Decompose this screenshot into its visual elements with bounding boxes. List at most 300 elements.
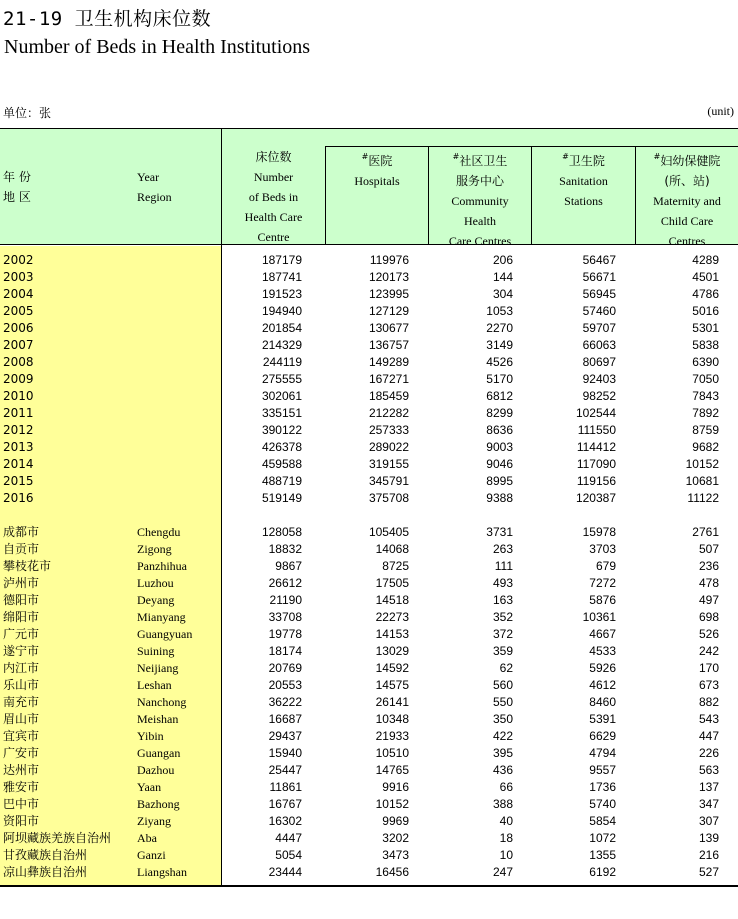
- table-cell: 26141: [375, 695, 409, 709]
- table-cell: 163: [492, 593, 513, 607]
- table-row-region: [0, 779, 738, 796]
- table-cell: 191523: [261, 287, 302, 301]
- table-cell: 6192: [589, 865, 616, 879]
- table-cell: 1736: [589, 780, 616, 794]
- table-cell: 187741: [261, 270, 302, 284]
- table-cell: 527: [698, 865, 719, 879]
- table-row-year: [0, 320, 738, 337]
- table-row-region: [0, 694, 738, 711]
- table-cell: 56671: [582, 270, 616, 284]
- table-cell: 4667: [589, 627, 616, 641]
- table-cell: 488719: [261, 474, 302, 488]
- table-cell: 9867: [275, 559, 302, 573]
- table-cell: 9916: [382, 780, 409, 794]
- table-cell: 275555: [261, 372, 302, 386]
- column-header-cn: [429, 147, 531, 171]
- table-cell: 543: [698, 712, 719, 726]
- table-cell: 8460: [589, 695, 616, 709]
- column-header-cn: [429, 171, 531, 191]
- row-label-region-cn: 广元市: [3, 627, 40, 641]
- header-year-region-en: [137, 167, 172, 207]
- table-cell: 7272: [589, 576, 616, 590]
- row-label-year: 2010: [3, 389, 34, 403]
- table-cell: 14592: [375, 661, 409, 675]
- table-cell: 247: [492, 865, 513, 879]
- column-header-cn-line: 医院: [368, 154, 393, 168]
- table-cell: 6812: [486, 389, 513, 403]
- row-label-region-en: Deyang: [137, 593, 175, 607]
- table-cell: 3703: [589, 542, 616, 556]
- table-cell: 80697: [582, 355, 616, 369]
- table-cell: 16302: [268, 814, 302, 828]
- table-cell: 3473: [382, 848, 409, 862]
- table-cell: 139: [698, 831, 719, 845]
- row-label-region-cn: 德阳市: [3, 593, 40, 607]
- column-header-en-line: Child Care: [660, 214, 714, 228]
- table-cell: 120173: [368, 270, 409, 284]
- column-header-en-line: of Beds in: [248, 190, 299, 204]
- table-row-year: [0, 490, 738, 507]
- table-cell: 289022: [368, 440, 409, 454]
- table-row-region: [0, 847, 738, 864]
- table-row-region: [0, 558, 738, 575]
- table-cell: 15940: [268, 746, 302, 760]
- table-cell: 4612: [589, 678, 616, 692]
- table-cell: 8995: [486, 474, 513, 488]
- table-row-year: [0, 354, 738, 371]
- table-cell: 560: [492, 678, 513, 692]
- row-label-year: 2003: [3, 270, 34, 284]
- row-label-region-en: Luzhou: [137, 576, 174, 590]
- table-cell: 119976: [369, 253, 409, 267]
- table-cell: 5170: [486, 372, 513, 386]
- table-cell: 679: [595, 559, 616, 573]
- table-cell: 493: [492, 576, 513, 590]
- table-cell: 18832: [268, 542, 302, 556]
- table-cell: 10152: [685, 457, 719, 471]
- row-label-region-cn: 资阳市: [3, 814, 40, 828]
- row-label-region-en: Mianyang: [137, 610, 186, 624]
- table-cell: 7843: [692, 389, 719, 403]
- table-cell: 6390: [692, 355, 719, 369]
- subitem-mark: #: [653, 152, 661, 161]
- column-header-en-line: Sanitation: [559, 174, 608, 188]
- table-row-year: [0, 405, 738, 422]
- row-label-region-cn: 雅安市: [3, 780, 40, 794]
- table-cell: 372: [492, 627, 513, 641]
- table-cell: 10152: [375, 797, 409, 811]
- row-label-region-cn: 眉山市: [3, 712, 40, 726]
- header-divider-1: [325, 146, 326, 245]
- table-cell: 123995: [368, 287, 409, 301]
- table-cell: 550: [492, 695, 513, 709]
- table-cell: 14518: [375, 593, 409, 607]
- table-row-region: [0, 677, 738, 694]
- row-label-region-en: Bazhong: [137, 797, 180, 811]
- table-cell: 673: [698, 678, 719, 692]
- table-cell: 114412: [576, 440, 616, 454]
- table-cell: 4533: [589, 644, 616, 658]
- table-cell: 9003: [486, 440, 513, 454]
- column-header-en-line: Stations: [564, 194, 603, 208]
- table-cell: 9046: [486, 457, 513, 471]
- table-cell: 194940: [261, 304, 302, 318]
- row-label-region-en: Guangan: [137, 746, 181, 760]
- table-row-region: [0, 524, 738, 541]
- row-label-region-en: Suining: [137, 644, 175, 658]
- table-cell: 426378: [261, 440, 302, 454]
- table-cell: 319155: [368, 457, 409, 471]
- table-title-chinese: 21-19 卫生机构床位数: [3, 8, 212, 30]
- table-row-region: [0, 609, 738, 626]
- table-cell: 236: [698, 559, 719, 573]
- table-cell: 5391: [589, 712, 616, 726]
- table-cell: 29437: [268, 729, 302, 743]
- table-cell: 13029: [375, 644, 409, 658]
- table-cell: 201854: [261, 321, 302, 335]
- table-cell: 9557: [589, 763, 616, 777]
- row-label-region-cn: 广安市: [3, 746, 40, 760]
- column-header-5: [636, 147, 738, 251]
- row-label-year: 2009: [3, 372, 34, 386]
- table-cell: 563: [698, 763, 719, 777]
- table-cell: 5854: [589, 814, 616, 828]
- table-cell: 128058: [261, 525, 302, 539]
- table-cell: 19778: [268, 627, 302, 641]
- table-cell: 347: [698, 797, 719, 811]
- table-cell: 66: [499, 780, 513, 794]
- table-cell: 422: [492, 729, 513, 743]
- column-header-en-line: Health Care: [244, 210, 303, 224]
- column-header-cn-line: 服务中心: [455, 174, 504, 188]
- table-cell: 16767: [268, 797, 302, 811]
- row-label-year: 2014: [3, 457, 34, 471]
- table-cell: 92403: [582, 372, 616, 386]
- row-label-year: 2015: [3, 474, 34, 488]
- table-cell: 478: [698, 576, 719, 590]
- table-row-region: [0, 813, 738, 830]
- table-cell: 23444: [268, 865, 302, 879]
- table-cell: 10681: [685, 474, 719, 488]
- column-header-en-line: Health: [464, 214, 496, 228]
- row-label-region-cn: 乐山市: [3, 678, 40, 692]
- row-label-region-en: Leshan: [137, 678, 172, 692]
- table-row-year: [0, 388, 738, 405]
- column-header-cn-line: (所、站): [664, 174, 710, 188]
- column-header-cn-line: 妇幼保健院: [660, 154, 721, 168]
- table-cell: 447: [698, 729, 719, 743]
- table-cell: 120387: [575, 491, 616, 505]
- row-label-year: 2007: [3, 338, 34, 352]
- table-cell: 36222: [268, 695, 302, 709]
- row-label-region-cn: 自贡市: [3, 542, 40, 556]
- column-header-en-line: Number: [253, 170, 294, 184]
- table-cell: 21933: [375, 729, 409, 743]
- table-row-region: [0, 592, 738, 609]
- table-cell: 6629: [589, 729, 616, 743]
- header-year-en: Year: [137, 170, 160, 184]
- row-label-region-cn: 泸州市: [3, 576, 40, 590]
- column-header-en-line: Hospitals: [354, 174, 400, 188]
- table-title-english: Number of Beds in Health Institutions: [4, 36, 311, 58]
- row-label-region-en: Zigong: [137, 542, 172, 556]
- table-cell: 40: [499, 814, 513, 828]
- table-cell: 257333: [368, 423, 409, 437]
- row-label-year: 2002: [3, 253, 34, 267]
- table-cell: 4526: [486, 355, 513, 369]
- column-header-cn-line: 床位数: [255, 150, 292, 164]
- table-cell: 4786: [692, 287, 719, 301]
- table-cell: 25447: [268, 763, 302, 777]
- table-cell: 187179: [261, 253, 302, 267]
- table-cell: 5740: [589, 797, 616, 811]
- column-header-cn: [636, 171, 738, 191]
- table-row-year: [0, 371, 738, 388]
- row-label-year: 2006: [3, 321, 34, 335]
- column-header-cn: [326, 147, 428, 171]
- column-header-en-line: Centre: [257, 230, 290, 244]
- table-bottom-rule: [0, 885, 738, 887]
- table-cell: 5838: [692, 338, 719, 352]
- unit-label-chinese: 单位：张: [3, 106, 52, 120]
- table-row-region: [0, 541, 738, 558]
- table-cell: 14153: [375, 627, 409, 641]
- table-cell: 11122: [687, 491, 719, 505]
- table-row-region: [0, 830, 738, 847]
- table-cell: 102544: [575, 406, 616, 420]
- table-cell: 335151: [261, 406, 302, 420]
- column-header-en-line: Maternity and: [653, 194, 721, 208]
- table-row-year: [0, 337, 738, 354]
- table-cell: 62: [499, 661, 513, 675]
- table-cell: 1072: [589, 831, 616, 845]
- table-cell: 214329: [261, 338, 302, 352]
- header-region-cn: 地 区: [3, 190, 31, 204]
- table-cell: 519149: [261, 491, 302, 505]
- table-cell: 22273: [375, 610, 409, 624]
- table-cell: 497: [698, 593, 719, 607]
- table-cell: 9682: [692, 440, 719, 454]
- row-label-region-en: Meishan: [137, 712, 179, 726]
- table-cell: 33708: [268, 610, 302, 624]
- table-cell: 10: [499, 848, 513, 862]
- table-cell: 359: [492, 644, 513, 658]
- table-cell: 185459: [368, 389, 409, 403]
- row-label-region-en: Chengdu: [137, 525, 181, 539]
- table-cell: 375708: [368, 491, 409, 505]
- table-cell: 350: [492, 712, 513, 726]
- table-cell: 212282: [368, 406, 409, 420]
- table-cell: 507: [698, 542, 719, 556]
- table-row-region: [0, 626, 738, 643]
- row-label-region-en: Neijiang: [137, 661, 179, 675]
- row-label-region-cn: 甘孜藏族自治州: [3, 848, 88, 862]
- row-label-region-en: Ziyang: [137, 814, 171, 828]
- table-cell: 16687: [268, 712, 302, 726]
- table-cell: 5016: [692, 304, 719, 318]
- row-label-year: 2005: [3, 304, 34, 318]
- column-header-cn: [636, 147, 738, 171]
- table-row-year: [0, 439, 738, 456]
- row-label-region-en: Guangyuan: [137, 627, 193, 641]
- table-cell: 459588: [261, 457, 302, 471]
- table-cell: 98252: [582, 389, 616, 403]
- table-cell: 16456: [375, 865, 409, 879]
- column-header-cn-line: 卫生院: [568, 154, 605, 168]
- column-header-3: [429, 147, 531, 251]
- table-cell: 14068: [375, 542, 409, 556]
- table-cell: 4289: [692, 253, 719, 267]
- table-cell: 390122: [261, 423, 302, 437]
- table-cell: 345791: [368, 474, 409, 488]
- table-cell: 136757: [368, 338, 409, 352]
- table-cell: 216: [698, 848, 719, 862]
- table-cell: 304: [492, 287, 513, 301]
- table-cell: 130677: [368, 321, 409, 335]
- table-cell: 263: [492, 542, 513, 556]
- table-cell: 111: [494, 559, 513, 573]
- table-row-year: [0, 456, 738, 473]
- table-cell: 18: [499, 831, 513, 845]
- table-cell: 18174: [268, 644, 302, 658]
- table-cell: 11861: [269, 780, 302, 794]
- table-cell: 66063: [582, 338, 616, 352]
- table-cell: 21190: [269, 593, 302, 607]
- table-row-region: [0, 745, 738, 762]
- table-cell: 8299: [486, 406, 513, 420]
- row-label-region-cn: 遂宁市: [3, 644, 40, 658]
- row-label-region-cn: 成都市: [3, 525, 40, 539]
- table-cell: 2270: [486, 321, 513, 335]
- table-cell: 226: [698, 746, 719, 760]
- row-label-region-cn: 攀枝花市: [3, 559, 52, 573]
- column-header-cn: [222, 147, 325, 167]
- column-header-2: [326, 147, 428, 191]
- column-header-4: [532, 147, 635, 211]
- row-label-region-en: Nanchong: [137, 695, 187, 709]
- table-row-region: [0, 660, 738, 677]
- table-cell: 20769: [268, 661, 302, 675]
- table-cell: 137: [698, 780, 719, 794]
- header-divider-3: [531, 146, 532, 245]
- table-cell: 5926: [589, 661, 616, 675]
- table-cell: 395: [492, 746, 513, 760]
- row-label-year: 2011: [3, 406, 34, 420]
- row-label-region-en: Aba: [137, 831, 157, 845]
- table-cell: 244119: [262, 355, 302, 369]
- header-region-en: Region: [137, 190, 172, 204]
- unit-label-english: (unit): [707, 104, 734, 118]
- table-row-region: [0, 575, 738, 592]
- row-label-region-en: Yibin: [137, 729, 164, 743]
- table-cell: 167271: [368, 372, 409, 386]
- row-label-region-cn: 达州市: [3, 763, 40, 777]
- table-cell: 14575: [375, 678, 409, 692]
- table-cell: 117090: [576, 457, 616, 471]
- row-label-region-cn: 凉山彝族自治州: [3, 865, 88, 879]
- table-cell: 8759: [692, 423, 719, 437]
- row-label-year: 2013: [3, 440, 34, 454]
- table-row-year: [0, 422, 738, 439]
- subitem-mark: #: [452, 152, 460, 161]
- table-cell: 5876: [589, 593, 616, 607]
- table-row-year: [0, 473, 738, 490]
- table-cell: 56467: [582, 253, 616, 267]
- table-cell: 8725: [382, 559, 409, 573]
- table-cell: 26612: [268, 576, 302, 590]
- table-cell: 2761: [692, 525, 719, 539]
- table-row-year: [0, 286, 738, 303]
- table-cell: 144: [492, 270, 513, 284]
- table-cell: 3202: [382, 831, 409, 845]
- table-cell: 352: [492, 610, 513, 624]
- header-divider-4: [635, 146, 636, 245]
- row-label-region-cn: 内江市: [3, 661, 40, 675]
- row-label-year: 2012: [3, 423, 34, 437]
- table-cell: 14765: [375, 763, 409, 777]
- table-cell: 149289: [368, 355, 409, 369]
- table-cell: 15978: [582, 525, 616, 539]
- table-row-year: [0, 303, 738, 320]
- table-cell: 4447: [275, 831, 302, 845]
- table-cell: 7892: [692, 406, 719, 420]
- column-header-1: [222, 147, 325, 247]
- column-header-cn-line: 社区卫生: [459, 154, 508, 168]
- table-cell: 111550: [577, 423, 616, 437]
- row-label-region-cn: 巴中市: [3, 797, 40, 811]
- table-cell: 8636: [486, 423, 513, 437]
- row-label-region-cn: 宜宾市: [3, 729, 40, 743]
- subitem-mark: #: [361, 152, 369, 161]
- row-label-region-cn: 阿坝藏族羌族自治州: [3, 831, 112, 845]
- row-label-region-en: Ganzi: [137, 848, 166, 862]
- row-label-year: 2008: [3, 355, 34, 369]
- table-cell: 302061: [261, 389, 302, 403]
- table-cell: 5301: [692, 321, 719, 335]
- table-cell: 3731: [486, 525, 513, 539]
- row-label-region-en: Liangshan: [137, 865, 187, 879]
- table-cell: 4501: [692, 270, 719, 284]
- table-cell: 10348: [375, 712, 409, 726]
- row-label-region-cn: 南充市: [3, 695, 40, 709]
- table-cell: 59707: [582, 321, 616, 335]
- table-cell: 206: [492, 253, 513, 267]
- header-divider-2: [428, 146, 429, 245]
- subitem-mark: #: [562, 152, 569, 161]
- table-cell: 388: [492, 797, 513, 811]
- row-label-year: 2016: [3, 491, 34, 505]
- table-row-region: [0, 762, 738, 779]
- table-cell: 20553: [268, 678, 302, 692]
- table-cell: 698: [698, 610, 719, 624]
- table-cell: 882: [698, 695, 719, 709]
- table-row-region: [0, 711, 738, 728]
- table-row-year: [0, 269, 738, 286]
- table-row-region: [0, 643, 738, 660]
- table-cell: 105405: [368, 525, 409, 539]
- row-label-region-cn: 绵阳市: [3, 610, 40, 624]
- row-label-region-en: Panzhihua: [137, 559, 187, 573]
- table-cell: 526: [698, 627, 719, 641]
- table-cell: 56945: [582, 287, 616, 301]
- table-cell: 1053: [486, 304, 513, 318]
- row-label-region-en: Yaan: [137, 780, 162, 794]
- table-cell: 9388: [486, 491, 513, 505]
- table-cell: 307: [698, 814, 719, 828]
- table-cell: 5054: [275, 848, 302, 862]
- column-header-en-line: Centres: [668, 234, 706, 248]
- table-cell: 127129: [368, 304, 409, 318]
